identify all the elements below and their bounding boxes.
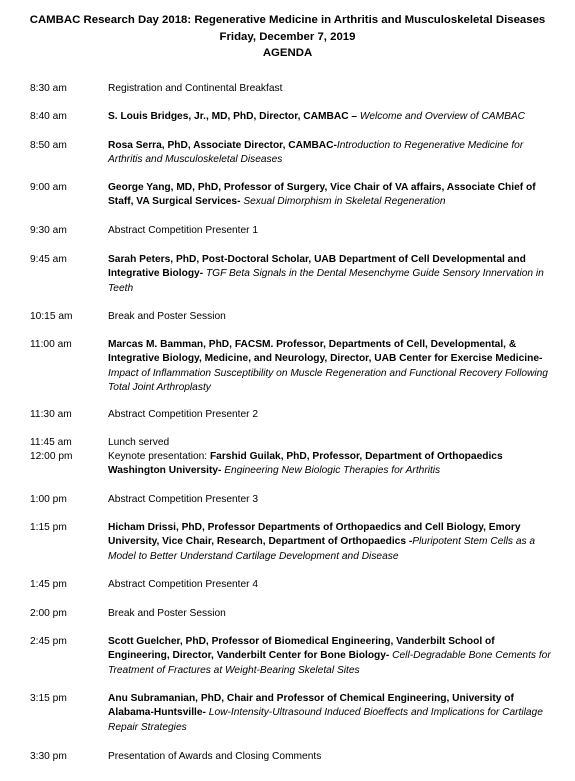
agenda-text: Break and Poster Session [108, 608, 226, 619]
agenda-time: 1:45 pm [30, 579, 67, 590]
agenda-description [108, 607, 553, 621]
agenda-description [108, 408, 553, 422]
event-date: Friday, December 7, 2019 [219, 31, 356, 43]
agenda-time: 11:00 am [30, 339, 72, 350]
agenda-description [108, 450, 553, 479]
agenda-time: 3:15 pm [30, 693, 67, 704]
agenda-time: 8:30 am [30, 83, 67, 94]
talk-title: Welcome and Overview of CAMBAC [359, 111, 526, 122]
agenda-description [108, 338, 553, 395]
agenda-time: 3:30 pm [30, 751, 67, 762]
agenda-time: 8:40 am [30, 111, 67, 122]
speaker-info: Sarah Peters, PhD, Post-Doctoral Scholar, UAB Department of Cell Developmental and Integrative Biology- [108, 254, 526, 280]
talk-title: Sexual Dimorphism in Skeletal Regeneration [243, 196, 446, 208]
document-title: CAMBAC Research Day 2018: Regenerative Medicine in Arthritis and Musculoskeletal Diseases [29, 14, 546, 26]
agenda-text: Break and Poster Session [108, 311, 226, 322]
agenda-description [108, 181, 553, 210]
talk-title: Introduction to Regenerative Medicine for Arthritis and Musculoskeletal Diseases [108, 140, 524, 166]
agenda-description [108, 310, 553, 324]
agenda-text: Abstract Competition Presenter 2 [108, 409, 259, 420]
agenda-description [108, 110, 553, 124]
speaker-info: Hicham Drissi, PhD, Professor Departments of Orthopaedics and Cell Biology, Emory University, Vice Chair, Research, Department of Orthopaedics - [108, 522, 521, 548]
agenda-time: 9:00 am [30, 182, 67, 193]
agenda-description [108, 635, 553, 678]
agenda-text: Abstract Competition Presenter 1 [108, 225, 259, 236]
speaker-info: S. Louis Bridges, Jr., MD, PhD, Director, CAMBAC – [108, 111, 360, 122]
agenda-time: 12:00 pm [30, 451, 73, 462]
talk-title: Impact of Inflammation Susceptibility on Muscle Regeneration and Functional Recovery Following Total Joint Arthroplasty [108, 367, 548, 393]
agenda-time: 2:45 pm [30, 636, 67, 647]
agenda-description [108, 578, 553, 592]
agenda-description [108, 493, 553, 507]
agenda-description [108, 82, 553, 96]
agenda-description [108, 750, 553, 764]
speaker-info: Marcas M. Bamman, PhD, FACSM. Professor, Departments of Cell, Developmental, & Integrative Biology, Medicine, and Neurology, Director, UAB Center for Exercise Medicine- [108, 339, 543, 365]
agenda-time: 11:45 am [30, 437, 72, 448]
agenda-description [108, 436, 553, 450]
agenda-text: Keynote presentation: [108, 451, 210, 462]
agenda-time: 1:15 pm [30, 522, 67, 533]
agenda-text: Lunch served [108, 437, 170, 448]
speaker-info: Anu Subramanian, PhD, Chair and Professor of Chemical Engineering, University of Alabama-Huntsville- [108, 693, 514, 719]
agenda-description [108, 253, 553, 296]
agenda-time: 2:00 pm [30, 608, 67, 619]
agenda-description [108, 521, 553, 564]
agenda-description [108, 139, 553, 168]
talk-title: TGF Beta Signals in the Dental Mesenchyme Guide Sensory Innervation in Teeth [108, 268, 544, 294]
talk-title: Pluripotent Stem Cells as a Model to Better Understand Cartilage Development and Disease [108, 536, 536, 562]
agenda-heading: AGENDA [262, 47, 313, 59]
agenda-description [108, 692, 553, 735]
agenda-time: 10:15 am [30, 311, 73, 322]
agenda-time: 9:45 am [30, 254, 67, 265]
agenda-description [108, 224, 553, 238]
agenda-time: 8:50 am [30, 140, 67, 151]
agenda-text: Abstract Competition Presenter 3 [108, 494, 259, 505]
agenda-time: 11:30 am [30, 409, 72, 420]
talk-title: Low-Intensity-Ultrasound Induced Bioeffects and Implications for Cartilage Repair Strategies [108, 707, 543, 733]
agenda-text: Presentation of Awards and Closing Comments [108, 751, 322, 762]
agenda-time: 1:00 pm [30, 494, 67, 505]
talk-title: Cell-Degradable Bone Cements for Treatment of Fractures at Weight-Bearing Skeletal Sites [108, 650, 551, 676]
speaker-info: Farshid Guilak, PhD, Professor, Department of Orthopaedics Washington University- [108, 451, 503, 477]
agenda-text: Abstract Competition Presenter 4 [108, 579, 259, 590]
agenda-text: Registration and Continental Breakfast [108, 83, 283, 94]
speaker-info: Rosa Serra, PhD, Associate Director, CAMBAC- [108, 140, 337, 151]
talk-title: Engineering New Biologic Therapies for Arthritis [224, 465, 441, 477]
speaker-info: Scott Guelcher, PhD, Professor of Biomedical Engineering, Vanderbilt School of Engineering, Director, Vanderbilt Center for Bone Biology- [108, 636, 495, 662]
speaker-info: George Yang, MD, PhD, Professor of Surgery, Vice Chair of VA affairs, Associate Chief of Staff, VA Surgical Services- [108, 182, 536, 208]
agenda-time: 9:30 am [30, 225, 67, 236]
